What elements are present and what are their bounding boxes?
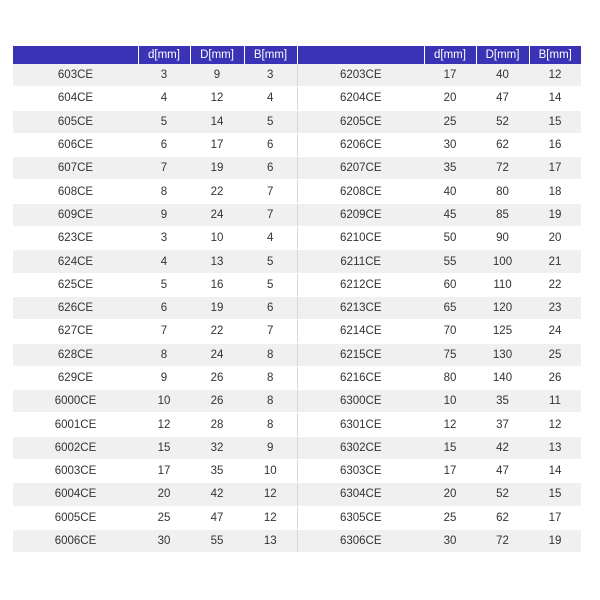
model-cell: 6003CE [13, 460, 138, 483]
model-cell: 6301CE [297, 413, 424, 436]
width-cell: 7 [244, 203, 297, 226]
width-cell: 8 [244, 390, 297, 413]
model-cell: 6208CE [297, 180, 424, 203]
width-cell: 7 [244, 180, 297, 203]
inner-diameter-cell: 12 [138, 413, 190, 436]
outer-diameter-cell: 40 [476, 64, 529, 87]
model-cell: 603CE [13, 64, 138, 87]
inner-diameter-cell: 10 [424, 390, 476, 413]
model-cell: 629CE [13, 366, 138, 389]
outer-diameter-cell: 125 [476, 320, 529, 343]
inner-diameter-cell: 8 [138, 180, 190, 203]
table-row [13, 133, 581, 156]
table-header [13, 46, 581, 64]
outer-diameter-cell: 62 [476, 133, 529, 156]
inner-diameter-cell: 7 [138, 320, 190, 343]
table-row [13, 436, 581, 459]
model-cell: 6304CE [297, 483, 424, 506]
outer-diameter-cell: 47 [476, 87, 529, 110]
model-cell: 6300CE [297, 390, 424, 413]
model-cell: 608CE [13, 180, 138, 203]
width-cell: 18 [529, 180, 581, 203]
width-cell: 6 [244, 157, 297, 180]
width-cell: 12 [244, 506, 297, 529]
width-cell: 19 [529, 529, 581, 552]
width-cell: 15 [529, 483, 581, 506]
model-cell: 6211CE [297, 250, 424, 273]
inner-diameter-cell: 5 [138, 273, 190, 296]
width-cell: 6 [244, 296, 297, 319]
table-row [13, 343, 581, 366]
width-cell: 13 [244, 529, 297, 552]
table-row [13, 460, 581, 483]
outer-diameter-cell: 100 [476, 250, 529, 273]
width-cell: 12 [529, 413, 581, 436]
model-cell: 6000CE [13, 390, 138, 413]
inner-diameter-cell: 20 [424, 87, 476, 110]
inner-diameter-cell: 60 [424, 273, 476, 296]
model-cell: 6207CE [297, 157, 424, 180]
outer-diameter-cell: 22 [190, 320, 244, 343]
outer-diameter-cell: 26 [190, 390, 244, 413]
outer-diameter-cell: 24 [190, 203, 244, 226]
model-cell: 605CE [13, 110, 138, 133]
inner-diameter-cell: 3 [138, 227, 190, 250]
width-cell: 17 [529, 506, 581, 529]
model-cell: 624CE [13, 250, 138, 273]
table-row [13, 390, 581, 413]
inner-diameter-cell: 8 [138, 343, 190, 366]
width-cell: 16 [529, 133, 581, 156]
outer-diameter-header-left: D[mm] [190, 46, 244, 64]
width-cell: 8 [244, 366, 297, 389]
table-row [13, 413, 581, 436]
outer-diameter-cell: 85 [476, 203, 529, 226]
width-cell: 14 [529, 460, 581, 483]
outer-diameter-cell: 47 [476, 460, 529, 483]
outer-diameter-cell: 13 [190, 250, 244, 273]
inner-diameter-cell: 3 [138, 64, 190, 87]
width-cell: 25 [529, 343, 581, 366]
inner-diameter-cell: 17 [138, 460, 190, 483]
model-cell: 6001CE [13, 413, 138, 436]
outer-diameter-cell: 22 [190, 180, 244, 203]
model-cell: 604CE [13, 87, 138, 110]
outer-diameter-cell: 72 [476, 529, 529, 552]
width-cell: 13 [529, 436, 581, 459]
header-row [13, 46, 581, 64]
inner-diameter-cell: 10 [138, 390, 190, 413]
inner-diameter-cell: 6 [138, 133, 190, 156]
inner-diameter-cell: 25 [424, 110, 476, 133]
outer-diameter-cell: 9 [190, 64, 244, 87]
table-row [13, 296, 581, 319]
model-cell: 626CE [13, 296, 138, 319]
bearing-spec-table [13, 46, 581, 553]
width-cell: 8 [244, 343, 297, 366]
model-cell: 607CE [13, 157, 138, 180]
table-row [13, 529, 581, 552]
outer-diameter-cell: 42 [190, 483, 244, 506]
model-cell: 623CE [13, 227, 138, 250]
inner-diameter-cell: 12 [424, 413, 476, 436]
width-cell: 12 [529, 64, 581, 87]
table-row [13, 250, 581, 273]
outer-diameter-cell: 26 [190, 366, 244, 389]
width-cell: 12 [244, 483, 297, 506]
width-cell: 11 [529, 390, 581, 413]
model-cell: 6204CE [297, 87, 424, 110]
inner-diameter-cell: 40 [424, 180, 476, 203]
outer-diameter-cell: 35 [190, 460, 244, 483]
outer-diameter-cell: 120 [476, 296, 529, 319]
model-cell: 6212CE [297, 273, 424, 296]
outer-diameter-cell: 35 [476, 390, 529, 413]
width-cell: 20 [529, 227, 581, 250]
width-cell: 21 [529, 250, 581, 273]
model-cell: 6210CE [297, 227, 424, 250]
width-cell: 5 [244, 250, 297, 273]
model-cell: 625CE [13, 273, 138, 296]
table-row [13, 64, 581, 87]
outer-diameter-cell: 24 [190, 343, 244, 366]
outer-diameter-cell: 62 [476, 506, 529, 529]
outer-diameter-cell: 90 [476, 227, 529, 250]
table-row [13, 180, 581, 203]
table-body [13, 64, 581, 553]
model-cell: 6215CE [297, 343, 424, 366]
outer-diameter-cell: 72 [476, 157, 529, 180]
model-cell: 6209CE [297, 203, 424, 226]
model-cell: 6214CE [297, 320, 424, 343]
table-row [13, 203, 581, 226]
width-header-right: B[mm] [529, 46, 581, 64]
model-cell: 6213CE [297, 296, 424, 319]
model-cell: 6302CE [297, 436, 424, 459]
model-cell: 6305CE [297, 506, 424, 529]
inner-diameter-cell: 20 [424, 483, 476, 506]
inner-diameter-cell: 17 [424, 64, 476, 87]
model-cell: 6203CE [297, 64, 424, 87]
inner-diameter-cell: 4 [138, 87, 190, 110]
width-cell: 7 [244, 320, 297, 343]
outer-diameter-cell: 19 [190, 157, 244, 180]
width-cell: 26 [529, 366, 581, 389]
inner-diameter-cell: 17 [424, 460, 476, 483]
model-cell: 609CE [13, 203, 138, 226]
table-row [13, 366, 581, 389]
width-cell: 3 [244, 64, 297, 87]
model-cell: 6306CE [297, 529, 424, 552]
width-cell: 14 [529, 87, 581, 110]
model-cell: 6303CE [297, 460, 424, 483]
outer-diameter-cell: 12 [190, 87, 244, 110]
width-cell: 23 [529, 296, 581, 319]
width-cell: 24 [529, 320, 581, 343]
table-row [13, 157, 581, 180]
outer-diameter-cell: 19 [190, 296, 244, 319]
table-row [13, 110, 581, 133]
inner-diameter-cell: 20 [138, 483, 190, 506]
inner-diameter-cell: 9 [138, 366, 190, 389]
table-row [13, 87, 581, 110]
inner-diameter-cell: 7 [138, 157, 190, 180]
width-cell: 5 [244, 273, 297, 296]
width-cell: 8 [244, 413, 297, 436]
outer-diameter-cell: 14 [190, 110, 244, 133]
outer-diameter-header-right: D[mm] [476, 46, 529, 64]
model-column-header-left [13, 46, 138, 64]
model-column-header-right [297, 46, 424, 64]
inner-diameter-cell: 25 [424, 506, 476, 529]
width-cell: 6 [244, 133, 297, 156]
model-cell: 6002CE [13, 436, 138, 459]
inner-diameter-cell: 9 [138, 203, 190, 226]
width-cell: 15 [529, 110, 581, 133]
outer-diameter-cell: 52 [476, 110, 529, 133]
inner-diameter-cell: 65 [424, 296, 476, 319]
model-cell: 6206CE [297, 133, 424, 156]
inner-diameter-cell: 15 [424, 436, 476, 459]
model-cell: 6004CE [13, 483, 138, 506]
inner-diameter-cell: 4 [138, 250, 190, 273]
outer-diameter-cell: 52 [476, 483, 529, 506]
inner-diameter-cell: 25 [138, 506, 190, 529]
inner-diameter-cell: 30 [424, 529, 476, 552]
outer-diameter-cell: 32 [190, 436, 244, 459]
width-cell: 17 [529, 157, 581, 180]
inner-diameter-header-left: d[mm] [138, 46, 190, 64]
inner-diameter-cell: 50 [424, 227, 476, 250]
inner-diameter-cell: 45 [424, 203, 476, 226]
outer-diameter-cell: 80 [476, 180, 529, 203]
table-row [13, 227, 581, 250]
outer-diameter-cell: 42 [476, 436, 529, 459]
width-cell: 19 [529, 203, 581, 226]
width-cell: 4 [244, 87, 297, 110]
inner-diameter-cell: 5 [138, 110, 190, 133]
outer-diameter-cell: 47 [190, 506, 244, 529]
outer-diameter-cell: 130 [476, 343, 529, 366]
outer-diameter-cell: 37 [476, 413, 529, 436]
outer-diameter-cell: 10 [190, 227, 244, 250]
inner-diameter-cell: 6 [138, 296, 190, 319]
width-cell: 22 [529, 273, 581, 296]
inner-diameter-cell: 35 [424, 157, 476, 180]
model-cell: 628CE [13, 343, 138, 366]
outer-diameter-cell: 110 [476, 273, 529, 296]
inner-diameter-cell: 75 [424, 343, 476, 366]
width-cell: 10 [244, 460, 297, 483]
width-cell: 5 [244, 110, 297, 133]
model-cell: 627CE [13, 320, 138, 343]
outer-diameter-cell: 140 [476, 366, 529, 389]
width-cell: 4 [244, 227, 297, 250]
outer-diameter-cell: 16 [190, 273, 244, 296]
model-cell: 6216CE [297, 366, 424, 389]
inner-diameter-cell: 80 [424, 366, 476, 389]
model-cell: 606CE [13, 133, 138, 156]
outer-diameter-cell: 55 [190, 529, 244, 552]
table-row [13, 320, 581, 343]
inner-diameter-cell: 30 [424, 133, 476, 156]
model-cell: 6205CE [297, 110, 424, 133]
model-cell: 6005CE [13, 506, 138, 529]
outer-diameter-cell: 17 [190, 133, 244, 156]
model-cell: 6006CE [13, 529, 138, 552]
table-row [13, 506, 581, 529]
inner-diameter-cell: 30 [138, 529, 190, 552]
inner-diameter-cell: 15 [138, 436, 190, 459]
width-header-left: B[mm] [244, 46, 297, 64]
outer-diameter-cell: 28 [190, 413, 244, 436]
inner-diameter-header-right: d[mm] [424, 46, 476, 64]
table-row [13, 483, 581, 506]
width-cell: 9 [244, 436, 297, 459]
table-row [13, 273, 581, 296]
inner-diameter-cell: 70 [424, 320, 476, 343]
inner-diameter-cell: 55 [424, 250, 476, 273]
